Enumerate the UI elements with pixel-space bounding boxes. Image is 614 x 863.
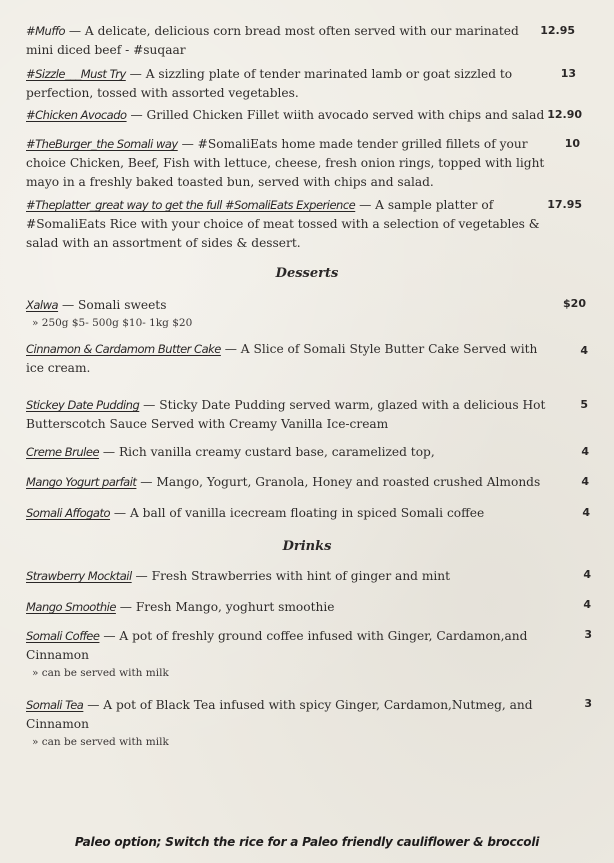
item-name: Cinnamon & Cardamom Butter Cake <box>26 342 221 356</box>
item-price: 13 <box>560 67 576 80</box>
item-name: Mango Yogurt parfait <box>26 475 137 489</box>
item-price: 17.95 <box>547 198 582 211</box>
item-name: #Sizzle___Must Try <box>26 67 126 81</box>
item-description: — A pot of Black Tea infused with spicy Ginger, Cardamon,Nutmeg, and Cinnamon <box>26 698 533 731</box>
item-note: » can be served with milk <box>32 736 169 748</box>
item-description: — A ball of vanilla icecream floating in spiced Somali coffee <box>110 506 485 520</box>
item-description: — A pot of freshly ground coffee infused with Ginger, Cardamon,and Cinnamon <box>26 629 528 662</box>
item-price: 12.95 <box>540 24 575 37</box>
item-description: — Grilled Chicken Fillet wiith avocado served with chips and salad <box>126 108 545 122</box>
item-note: » 250g $5- 500g $10- 1kg $20 <box>32 317 193 329</box>
menu-item-mango-smoothie <box>26 598 556 617</box>
item-price: 5 <box>580 398 588 411</box>
item-name: Creme Brulee <box>26 445 100 459</box>
item-price: 4 <box>583 598 591 611</box>
item-name: #Theplatter_great way to get the full #SomaliEats Experience <box>26 198 356 212</box>
item-name: #TheBurger_the Somali way <box>26 137 178 151</box>
item-description: — Sticky Date Pudding served warm, glazed with a delicious Hot Butterscotch Sauce Served with Creamy Vanilla Ice-cream <box>26 398 546 431</box>
item-description: — Somali sweets <box>58 298 167 312</box>
item-note: » can be served with milk <box>32 667 169 679</box>
item-description: — Fresh Strawberries with hint of ginger and mint <box>131 569 451 583</box>
item-description: — A sample platter of #SomaliEats Rice with your choice of meat tossed with a selection of vegetables & salad with an assortment of sides & dessert. <box>26 198 540 250</box>
item-name: #Chicken Avocado <box>26 108 127 122</box>
item-description: — A delicate, delicious corn bread most often served with our marinated mini diced beef - #suqaar <box>26 24 519 57</box>
menu-item-strawberry-mocktail <box>26 567 556 586</box>
item-description: — #SomaliEats home made tender grilled fillets of your choice Chicken, Beef, Fish with lettuce, cheese, fresh onion rings, topped with light mayo in a freshly baked toasted bun, served with chips and salad. <box>26 137 545 189</box>
item-description: — Mango, Yogurt, Granola, Honey and roasted crushed Almonds <box>136 475 541 489</box>
menu-item-the-platter <box>26 196 546 253</box>
item-price: 10 <box>564 137 580 150</box>
item-name: Strawberry Mocktail <box>26 569 132 583</box>
menu-item-muffo <box>26 22 536 60</box>
section-heading-drinks: Drinks <box>282 539 332 554</box>
item-price: 3 <box>584 628 592 641</box>
menu-item-mango-yogurt-parfait <box>26 473 571 492</box>
item-price: 4 <box>582 506 590 519</box>
item-name: Somali Coffee <box>26 629 100 643</box>
item-description: — Fresh Mango, yoghurt smoothie <box>115 600 335 614</box>
menu-item-somali-affogato <box>26 504 556 523</box>
menu-item-the-burger <box>26 135 554 192</box>
item-price: $20 <box>563 297 586 310</box>
item-name: Stickey Date Pudding <box>26 398 140 412</box>
menu-item-somali-tea <box>26 696 551 734</box>
section-heading-desserts: Desserts <box>275 266 339 281</box>
item-price: 4 <box>581 475 589 488</box>
menu-item-somali-coffee <box>26 627 551 665</box>
paleo-option-note: Paleo option; Switch the rice for a Paleo friendly cauliflower & broccoli <box>74 835 540 849</box>
item-price: 4 <box>580 344 588 357</box>
menu-item-xalwa <box>26 296 556 315</box>
menu-item-creme-brulee <box>26 443 556 462</box>
menu-item-butter-cake <box>26 340 551 378</box>
menu-item-sizzle <box>26 65 526 103</box>
item-price: 4 <box>581 445 589 458</box>
item-price: 3 <box>584 697 592 710</box>
item-description: — A sizzling plate of tender marinated lamb or goat sizzled to perfection, tossed with assorted vegetables. <box>26 67 513 100</box>
menu-item-sticky-date-pudding <box>26 396 551 434</box>
item-price: 12.90 <box>547 108 582 121</box>
item-name: #Muffo <box>26 24 65 38</box>
menu-item-chicken-avocado <box>26 106 546 125</box>
item-price: 4 <box>583 568 591 581</box>
item-name: Mango Smoothie <box>26 600 116 614</box>
item-description: — Rich vanilla creamy custard base, caramelized top, <box>99 445 435 459</box>
item-name: Xalwa <box>26 298 59 312</box>
item-name: Somali Tea <box>26 698 84 712</box>
item-name: Somali Affogato <box>26 506 111 520</box>
item-description: — A Slice of Somali Style Butter Cake Served with ice cream. <box>26 342 538 375</box>
